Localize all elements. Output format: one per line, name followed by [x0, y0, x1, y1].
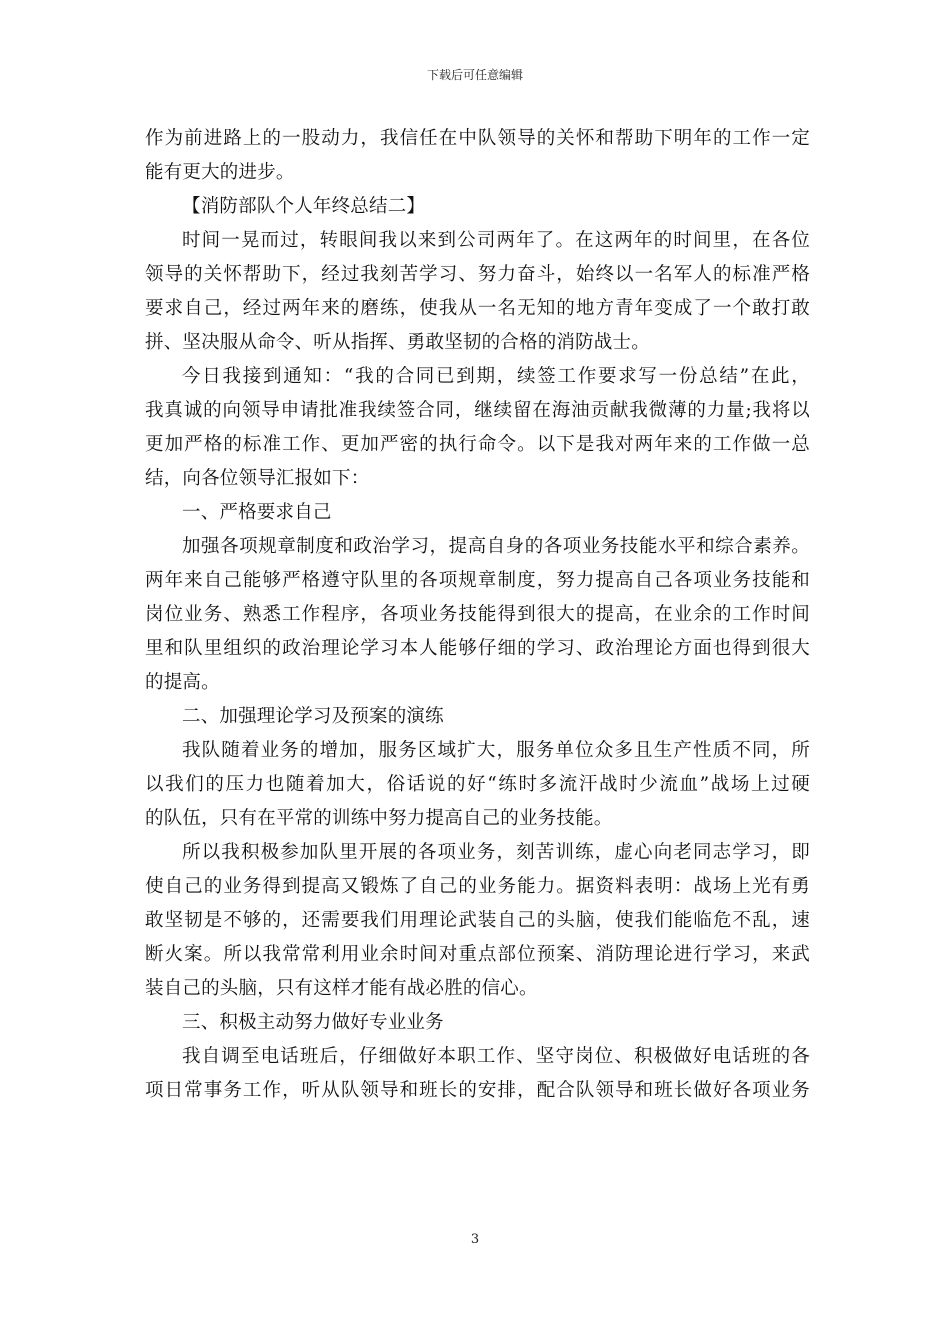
text-line: 领导的关怀帮助下，经过我刻苦学习、努力奋斗，始终以一名军人的标准严格 — [145, 264, 810, 285]
text-line: 一、严格要求自己 — [182, 502, 332, 523]
document-body — [145, 122, 810, 1108]
text-line: 两年来自己能够严格遵守队里的各项规章制度，努力提高自己各项业务技能和 — [145, 570, 810, 591]
text-line: 能有更大的进步。 — [145, 162, 295, 183]
text-line: 要求自己，经过两年来的磨练，使我从一名无知的地方青年变成了一个敢打敢 — [145, 298, 810, 319]
text-line: 断火案。所以我常常利用业余时间对重点部位预案、消防理论进行学习，来武 — [145, 944, 810, 965]
text-line: 里和队里组织的政治理论学习本人能够仔细的学习、政治理论方面也得到很大 — [145, 638, 810, 659]
page-header: 下载后可任意编辑 — [426, 68, 523, 82]
text-line: 我队随着业务的增加，服务区域扩大，服务单位众多且生产性质不同，所 — [182, 740, 810, 761]
text-line: 岗位业务、熟悉工作程序，各项业务技能得到很大的提高，在业余的工作时间 — [145, 604, 810, 625]
text-line: 的提高。 — [145, 672, 220, 693]
text-line: 使自己的业务得到提高又锻炼了自己的业务能力。据资料表明：战场上光有勇 — [145, 876, 810, 897]
text-line: 时间一晃而过，转眼间我以来到公司两年了。在这两年的时间里，在各位 — [182, 230, 810, 251]
text-line: 更加严格的标准工作、更加严密的执行命令。以下是我对两年来的工作做一总 — [145, 434, 810, 455]
text-line: 我自调至电话班后，仔细做好本职工作、坚守岗位、积极做好电话班的各 — [182, 1046, 810, 1067]
text-line: 加强各项规章制度和政治学习，提高自身的各项业务技能水平和综合素养。 — [182, 536, 810, 557]
text-line: 作为前进路上的一股动力，我信任在中队领导的关怀和帮助下明年的工作一定 — [145, 128, 810, 149]
text-line: 【消防部队个人年终总结二】 — [182, 196, 426, 217]
text-line: 的队伍，只有在平常的训练中努力提高自己的业务技能。 — [145, 808, 613, 829]
text-line: 敢坚韧是不够的，还需要我们用理论武装自己的头脑，使我们能临危不乱，速 — [145, 910, 810, 931]
text-line: 拼、坚决服从命令、听从指挥、勇敢坚韧的合格的消防战士。 — [145, 332, 650, 353]
text-line: 以我们的压力也随着加大，俗话说的好“练时多流汗战时少流血”战场上过硬 — [145, 774, 810, 795]
text-line: 今日我接到通知：“我的合同已到期，续签工作要求写一份总结”在此， — [182, 366, 810, 387]
text-line: 三、积极主动努力做好专业业务 — [182, 1012, 444, 1033]
text-line: 我真诚的向领导申请批准我续签合同，继续留在海油贡献我微薄的力量;我将以 — [145, 400, 810, 421]
text-line: 所以我积极参加队里开展的各项业务，刻苦训练，虚心向老同志学习，即 — [182, 842, 810, 863]
text-line: 项日常事务工作，听从队领导和班长的安排，配合队领导和班长做好各项业务 — [145, 1080, 810, 1101]
text-line: 装自己的头脑，只有这样才能有战必胜的信心。 — [145, 978, 538, 999]
text-line: 结，向各位领导汇报如下： — [145, 468, 370, 489]
text-line: 二、加强理论学习及预案的演练 — [182, 706, 444, 727]
page-number: 3 — [470, 1232, 480, 1247]
